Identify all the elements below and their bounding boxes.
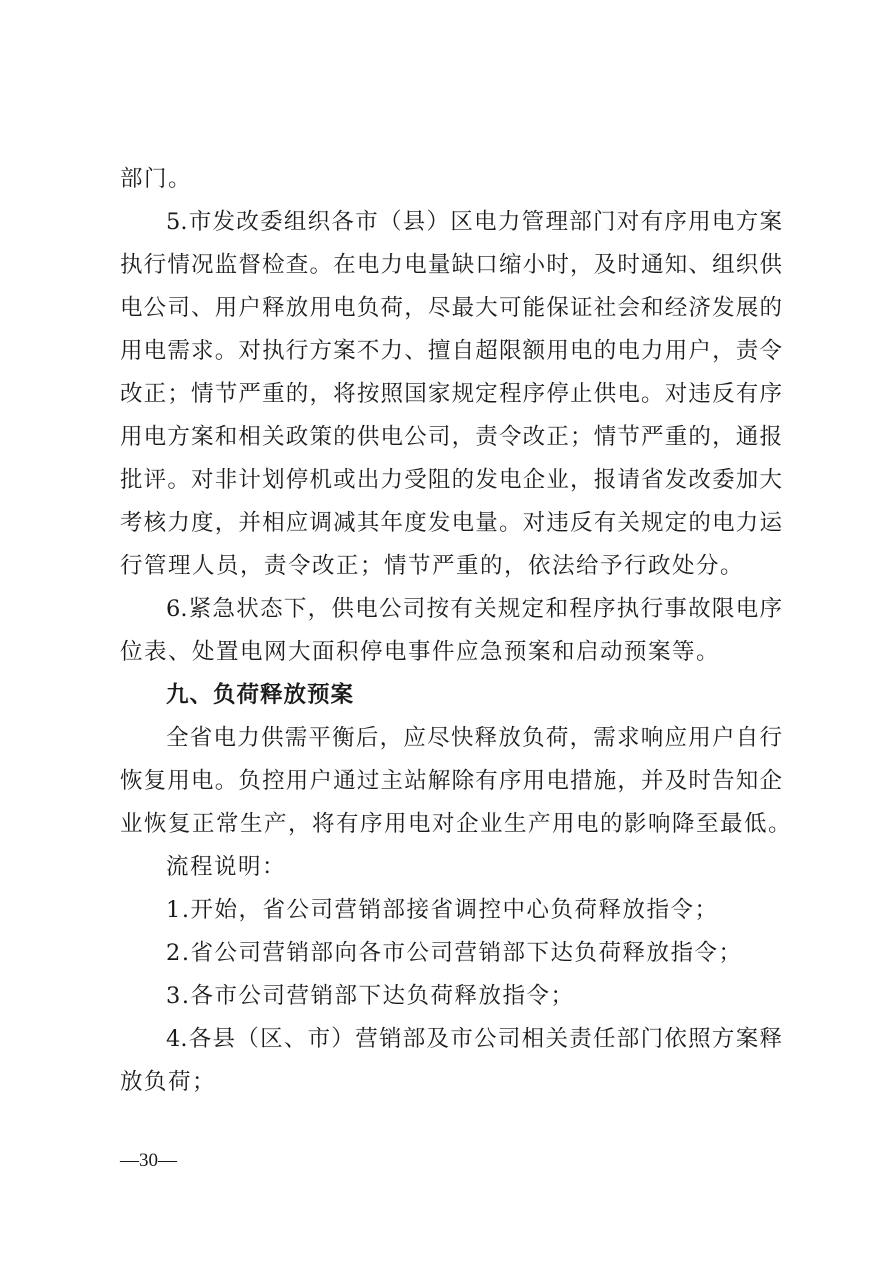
text-line: 电公司、用户释放用电负荷，尽最大可能保证社会和经济发展的 bbox=[120, 295, 782, 321]
text-line: 流程说明： bbox=[166, 854, 287, 880]
text-line: 用电需求。对执行方案不力、擅自超限额用电的电力用户，责令 bbox=[120, 338, 782, 364]
section-heading: 九、负荷释放预案 bbox=[166, 682, 355, 708]
text-line: 放负荷； bbox=[120, 1069, 217, 1095]
text-line: 6.紧急状态下，供电公司按有关规定和程序执行事故限电序 bbox=[166, 596, 782, 622]
text-line: 2.省公司营销部向各市公司营销部下达负荷释放指令； bbox=[166, 940, 743, 966]
text-line: 5.市发改委组织各市（县）区电力管理部门对有序用电方案 bbox=[166, 209, 782, 235]
text-line: 业恢复正常生产，将有序用电对企业生产用电的影响降至最低。 bbox=[120, 811, 793, 837]
text-line: 恢复用电。负控用户通过主站解除有序用电措施，并及时告知企 bbox=[120, 768, 782, 794]
text-line: 执行情况监督检查。在电力电量缺口缩小时，及时通知、组织供 bbox=[120, 252, 782, 278]
text-line: 部门。 bbox=[120, 166, 193, 192]
text-line: 3.各市公司营销部下达负荷释放指令； bbox=[166, 983, 575, 1009]
text-line: 位表、处置电网大面积停电事件应急预案和启动预案等。 bbox=[120, 639, 721, 665]
page-number: —30— bbox=[120, 1150, 177, 1171]
text-line: 批评。对非计划停机或出力受阻的发电企业，报请省发改委加大 bbox=[120, 467, 782, 493]
text-line: 改正；情节严重的，将按照国家规定程序停止供电。对违反有序 bbox=[120, 381, 782, 407]
text-line: 用电方案和相关政策的供电公司，责令改正；情节严重的，通报 bbox=[120, 424, 782, 450]
text-line: 行管理人员，责令改正；情节严重的，依法给予行政处分。 bbox=[120, 553, 745, 579]
text-line: 考核力度，并相应调减其年度发电量。对违反有关规定的电力运 bbox=[120, 510, 782, 536]
text-line: 全省电力供需平衡后，应尽快释放负荷，需求响应用户自行 bbox=[166, 725, 782, 751]
text-line: 1.开始，省公司营销部接省调控中心负荷释放指令； bbox=[166, 897, 719, 923]
text-line: 4.各县（区、市）营销部及市公司相关责任部门依照方案释 bbox=[166, 1026, 782, 1052]
